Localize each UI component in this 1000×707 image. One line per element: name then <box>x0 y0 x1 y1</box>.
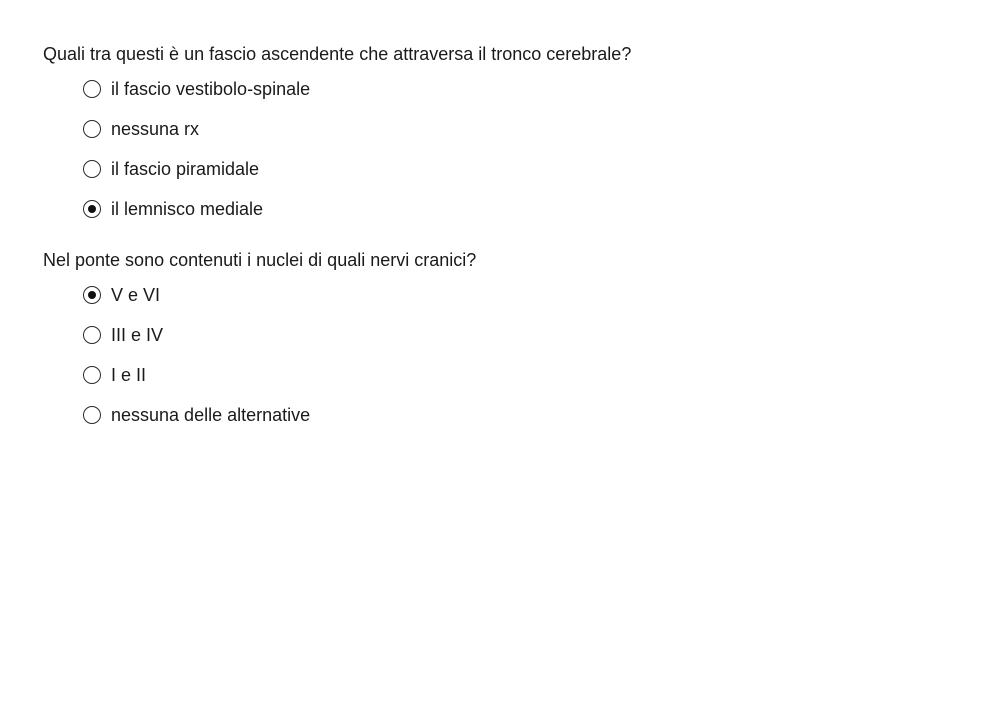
quiz-form <box>43 43 943 435</box>
answer-option[interactable] <box>83 109 943 149</box>
radio-dot-icon <box>88 205 96 213</box>
question-1 <box>43 43 943 229</box>
answer-option[interactable] <box>83 315 943 355</box>
answer-label[interactable]: V e VI <box>111 285 161 305</box>
radio-button[interactable] <box>83 406 101 424</box>
answer-options <box>43 69 943 229</box>
answer-label[interactable]: nessuna rx <box>111 119 200 139</box>
answer-label[interactable]: III e IV <box>111 325 164 345</box>
radio-button[interactable] <box>83 200 101 218</box>
radio-dot-icon <box>88 291 96 299</box>
answer-label[interactable]: il fascio piramidale <box>111 159 260 179</box>
radio-button[interactable] <box>83 366 101 384</box>
question-2 <box>43 249 943 435</box>
answer-option[interactable] <box>83 275 943 315</box>
answer-label[interactable]: il lemnisco mediale <box>111 199 264 219</box>
answer-option[interactable] <box>83 69 943 109</box>
radio-button[interactable] <box>83 120 101 138</box>
question-text: Nel ponte sono contenuti i nuclei di quali nervi cranici? <box>43 250 477 270</box>
answer-option[interactable] <box>83 395 943 435</box>
radio-button[interactable] <box>83 80 101 98</box>
radio-button[interactable] <box>83 160 101 178</box>
answer-option[interactable] <box>83 355 943 395</box>
question-text: Quali tra questi è un fascio ascendente che attraversa il tronco cerebrale? <box>43 44 632 64</box>
answer-options <box>43 275 943 435</box>
answer-label[interactable]: il fascio vestibolo-spinale <box>111 79 311 99</box>
radio-button[interactable] <box>83 286 101 304</box>
radio-button[interactable] <box>83 326 101 344</box>
answer-option[interactable] <box>83 149 943 189</box>
answer-option[interactable] <box>83 189 943 229</box>
answer-label[interactable]: nessuna delle alternative <box>111 405 311 425</box>
answer-label[interactable]: I e II <box>111 365 147 385</box>
